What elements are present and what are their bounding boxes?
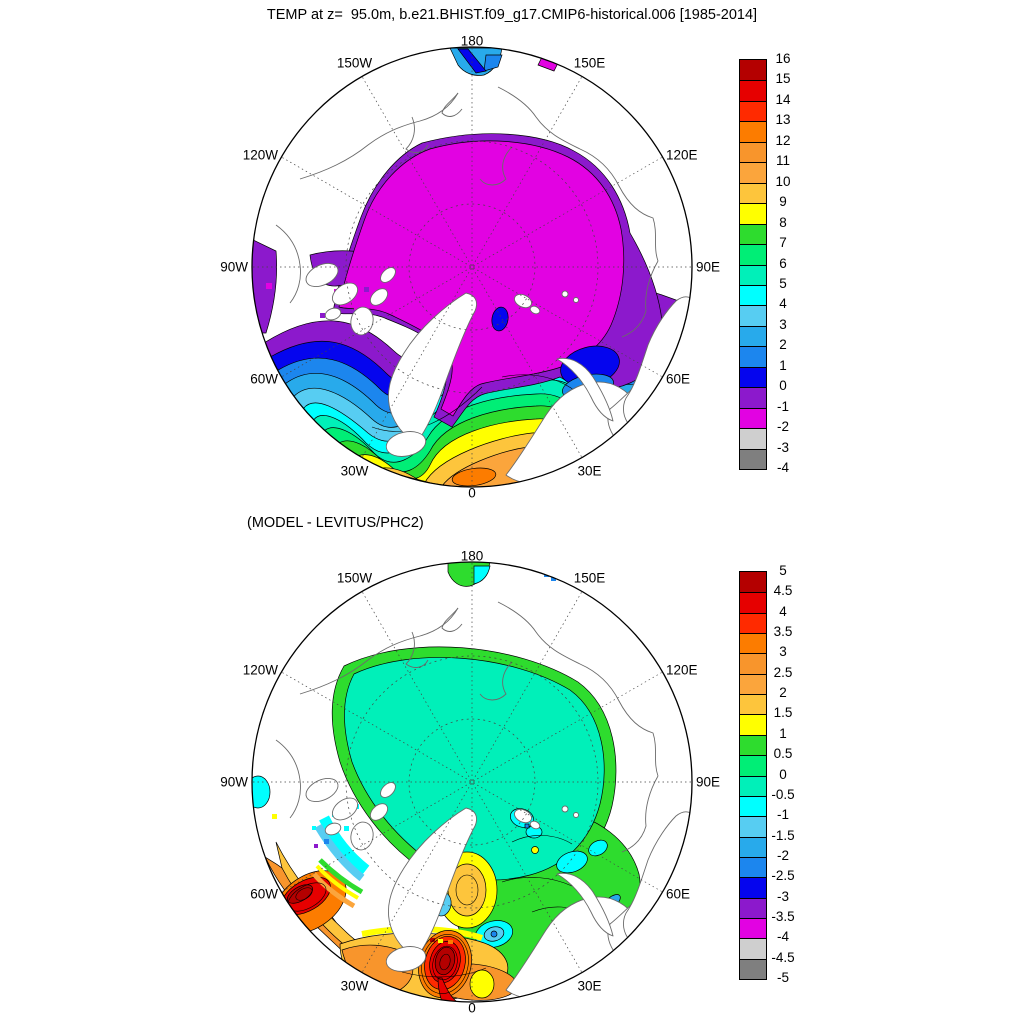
lon-label-60W: 60W bbox=[250, 886, 278, 902]
lon-label-90E: 90E bbox=[696, 774, 721, 790]
colorbar-tick-label: 1.5 bbox=[773, 705, 793, 721]
lon-label-120W: 120W bbox=[242, 147, 278, 163]
lon-label-30E: 30E bbox=[577, 463, 602, 479]
colorbar-tick-label: 1 bbox=[779, 357, 787, 373]
colorbar-cell bbox=[740, 633, 766, 654]
colorbar-cell bbox=[740, 428, 766, 449]
colorbar-cell bbox=[740, 244, 766, 265]
colorbar-tick-label: 4 bbox=[779, 296, 787, 312]
colorbar-tick-label: 4.5 bbox=[773, 583, 793, 599]
colorbar-cell bbox=[740, 346, 766, 367]
lon-label-60E: 60E bbox=[665, 371, 691, 387]
model-colorbar-ticks bbox=[766, 51, 800, 476]
colorbar-tick-label: 3.5 bbox=[773, 624, 793, 640]
colorbar-tick-label: -4 bbox=[776, 460, 789, 476]
lon-label-90E: 90E bbox=[696, 259, 721, 275]
colorbar-tick-label: 14 bbox=[775, 92, 791, 108]
colorbar-cell bbox=[740, 387, 766, 408]
colorbar-cell bbox=[740, 755, 766, 776]
difference-colorbar bbox=[739, 571, 767, 980]
colorbar-cell bbox=[740, 408, 766, 429]
colorbar-cell bbox=[740, 162, 766, 183]
lon-label-0: 0 bbox=[468, 1000, 476, 1016]
colorbar-tick-label: -2 bbox=[776, 848, 789, 864]
colorbar-tick-label: -1 bbox=[776, 398, 789, 414]
lon-label-30W: 30W bbox=[340, 978, 369, 994]
difference-colorbar-ticks bbox=[766, 563, 800, 986]
colorbar-tick-label: 0 bbox=[779, 378, 787, 394]
lon-label-30E: 30E bbox=[577, 978, 602, 994]
lon-label-180: 180 bbox=[460, 548, 484, 564]
colorbar-cell bbox=[740, 613, 766, 634]
lon-label-150E: 150E bbox=[573, 55, 606, 71]
colorbar-tick-label: 3 bbox=[779, 317, 787, 333]
colorbar-cell bbox=[740, 816, 766, 837]
difference-map-panel bbox=[220, 545, 721, 1019]
colorbar-tick-label: 6 bbox=[779, 255, 787, 271]
colorbar-cell bbox=[740, 735, 766, 756]
colorbar-cell bbox=[740, 653, 766, 674]
colorbar-tick-label: -3.5 bbox=[771, 909, 795, 925]
colorbar-tick-label: 8 bbox=[779, 214, 787, 230]
colorbar-tick-label: 1 bbox=[779, 725, 787, 741]
colorbar-cell bbox=[740, 203, 766, 224]
model-colorbar bbox=[739, 59, 767, 470]
colorbar-tick-label: 2 bbox=[779, 337, 787, 353]
figure-title: TEMP at z= 95.0m, b.e21.BHIST.f09_g17.CMIP6-historical.006 [1985-2014] bbox=[266, 7, 758, 23]
colorbar-tick-label: -3 bbox=[776, 888, 789, 904]
colorbar-cell bbox=[740, 959, 766, 979]
colorbar-cell bbox=[740, 592, 766, 613]
colorbar-cell bbox=[740, 449, 766, 469]
colorbar-tick-label: -5 bbox=[776, 970, 789, 986]
colorbar-tick-label: 0.5 bbox=[773, 746, 793, 762]
difference-panel-title: (MODEL - LEVITUS/PHC2) bbox=[247, 515, 424, 531]
colorbar-tick-label: -4 bbox=[776, 929, 789, 945]
colorbar-tick-label: -2 bbox=[776, 419, 789, 435]
colorbar-cell bbox=[740, 265, 766, 286]
lon-label-0: 0 bbox=[468, 485, 476, 501]
colorbar-cell bbox=[740, 837, 766, 858]
colorbar-cell bbox=[740, 121, 766, 142]
lon-label-120E: 120E bbox=[665, 147, 698, 163]
lon-label-120E: 120E bbox=[665, 662, 698, 678]
colorbar-tick-label: 9 bbox=[779, 194, 787, 210]
colorbar-tick-label: 5 bbox=[779, 276, 787, 292]
lon-label-150W: 150W bbox=[336, 570, 373, 586]
colorbar-tick-label: 2.5 bbox=[773, 664, 793, 680]
colorbar-cell bbox=[740, 674, 766, 695]
colorbar-cell bbox=[740, 80, 766, 101]
colorbar-tick-label: 13 bbox=[775, 112, 791, 128]
difference-map bbox=[235, 545, 709, 1019]
lon-label-90W: 90W bbox=[220, 774, 248, 790]
colorbar-tick-label: 16 bbox=[775, 51, 791, 67]
colorbar-cell bbox=[740, 857, 766, 878]
colorbar-tick-label: 0 bbox=[779, 766, 787, 782]
colorbar-tick-label: 11 bbox=[775, 153, 790, 169]
colorbar-tick-label: -3 bbox=[776, 439, 789, 455]
colorbar-cell bbox=[740, 60, 766, 81]
colorbar-cell bbox=[740, 101, 766, 122]
colorbar-cell bbox=[740, 776, 766, 797]
colorbar-cell bbox=[740, 305, 766, 326]
colorbar-cell bbox=[740, 183, 766, 204]
lon-label-120W: 120W bbox=[242, 662, 278, 678]
colorbar-tick-label: 7 bbox=[779, 235, 787, 251]
model-map bbox=[235, 30, 709, 504]
colorbar-cell bbox=[740, 326, 766, 347]
colorbar-cell bbox=[740, 285, 766, 306]
lon-label-150E: 150E bbox=[573, 570, 606, 586]
colorbar-cell bbox=[740, 694, 766, 715]
colorbar-cell bbox=[740, 877, 766, 898]
colorbar-tick-label: 15 bbox=[775, 71, 791, 87]
colorbar-tick-label: -1 bbox=[776, 807, 789, 823]
colorbar-cell bbox=[740, 367, 766, 388]
colorbar-tick-label: 3 bbox=[779, 644, 787, 660]
colorbar-cell bbox=[740, 714, 766, 735]
lon-label-60E: 60E bbox=[665, 886, 691, 902]
colorbar-cell bbox=[740, 918, 766, 939]
colorbar-cell bbox=[740, 938, 766, 959]
colorbar-cell bbox=[740, 796, 766, 817]
lon-label-180: 180 bbox=[460, 33, 484, 49]
lon-label-30W: 30W bbox=[340, 463, 369, 479]
colorbar-tick-label: 12 bbox=[775, 132, 791, 148]
colorbar-tick-label: 2 bbox=[779, 685, 787, 701]
colorbar-tick-label: -4.5 bbox=[771, 949, 795, 965]
colorbar-tick-label: 10 bbox=[775, 173, 791, 189]
colorbar-cell bbox=[740, 224, 766, 245]
lon-label-90W: 90W bbox=[220, 259, 248, 275]
colorbar-tick-label: -1.5 bbox=[771, 827, 795, 843]
lon-label-150W: 150W bbox=[336, 55, 373, 71]
model-map-panel bbox=[220, 30, 721, 504]
colorbar-tick-label: -2.5 bbox=[771, 868, 795, 884]
colorbar-cell bbox=[740, 142, 766, 163]
lon-label-60W: 60W bbox=[250, 371, 278, 387]
colorbar-cell bbox=[740, 898, 766, 919]
colorbar-tick-label: 4 bbox=[779, 603, 787, 619]
colorbar-tick-label: -0.5 bbox=[771, 787, 795, 803]
colorbar-tick-label: 5 bbox=[779, 563, 787, 579]
colorbar-cell bbox=[740, 572, 766, 593]
